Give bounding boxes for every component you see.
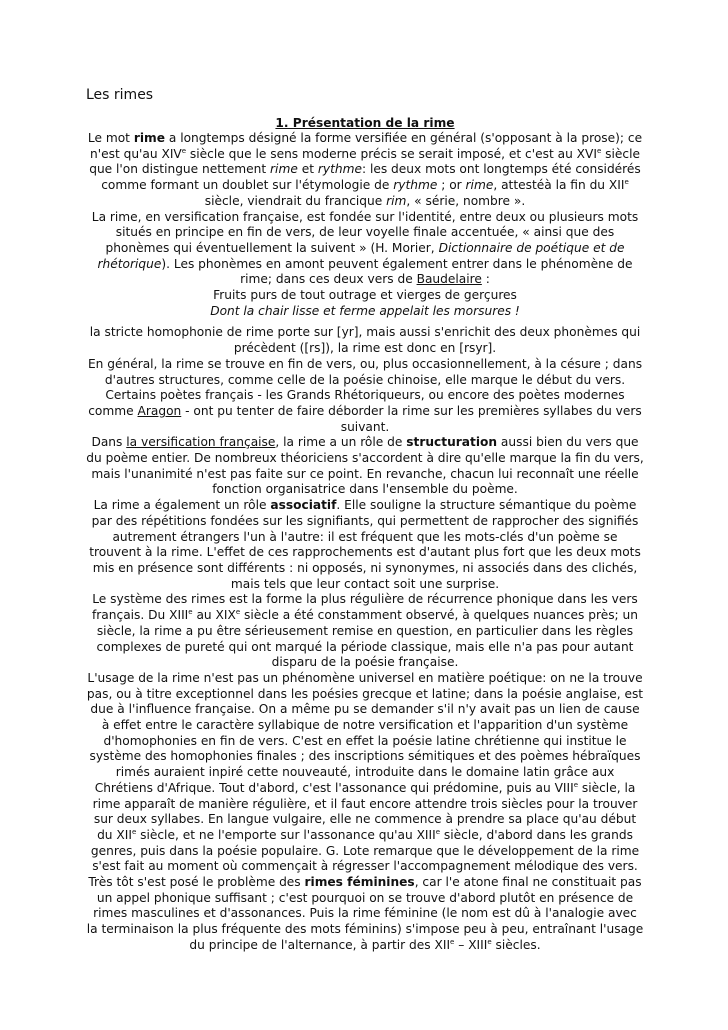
text-run: , attestéà la fin du XII: [493, 178, 625, 193]
text-run: . Elle souligne la structure sémantique du poème par des répétitions fondées sur les signifiants, qui permettent de rapprocher des signifiés autrement étrangers l'un à l'autre: il est fréquent que les mots-clés d'un poème se trouvent à la rime. L'effet de ces rapprochements est d'autant plus fort que les deux mots mis en présence sont différents : ni opposés, ni synonymes, ni associés dans des clichés, mais tels que leur contact soit une surprise.: [89, 498, 641, 591]
italic-term: rime: [270, 162, 298, 177]
text-run: siècle a été constamment observé, à quelques nuances près; un siècle, la rime a pu être sérieusement remise en question, en particulier dans les règles complexes de pureté qui ont marqué la période classique, mais elle n'a pas pour autant disparu de la poésie française.: [96, 608, 638, 670]
text-run: L'usage de la rime n'est pas un phénomène universel en matière poétique: on ne la trouve pas, ou à titre exceptionnel dans les poésies grecque et latine; dans la poésie anglaise, est due à l'influence française. On a même pu se demander s'il n'y avait pas un lien de cause à effet entre le caractère syllabique de notre versification et l'apparition d'un système d'homophonies en fin de vers. C'est en effet la poésie latine chrétienne qui institue le système des homophonies finales ; des inscriptions sémitiques et des poèmes hébraïques rimés auraient inpiré cette nouveauté, introduite dans le domaine latin grâce aux Chrétiens d'Afrique. Tout d'abord, c'est l'assonance qui prédomine, puis au VIII: [86, 670, 644, 795]
italic-term: rime: [465, 178, 494, 193]
text-run: siècle, d'abord dans les grands genres, puis dans la poésie populaire. G. Lote remarque que le développement de la rime s'est fait au moment où commençait à régresser l'accompagnement mélodique des vers.: [90, 827, 640, 874]
text-run: , la rime a un rôle de: [275, 435, 407, 450]
text-run: Dans: [91, 435, 127, 450]
text-run: et: [297, 162, 318, 177]
text-run: Le système des rimes est la forme la plus régulière de récurrence phonique dans les vers français. Du XIII: [92, 592, 638, 623]
superscript: e: [131, 827, 137, 836]
baudelaire-link[interactable]: Baudelaire: [416, 272, 482, 287]
text-run: : les deux mots ont longtemps été considérés comme formant un doublet sur l'étymologie de: [101, 162, 641, 193]
superscript: e: [435, 827, 441, 836]
document-title: Les rimes: [86, 87, 154, 103]
superscript: e: [450, 937, 455, 946]
superscript: e: [624, 178, 629, 187]
text-run: – XIII: [454, 937, 488, 952]
superscript: e: [596, 146, 602, 155]
text-run: siècles.: [491, 937, 541, 952]
text-run: siècle que l'on distingue nettement: [89, 146, 640, 177]
italic-term: Dictionnaire de poétique et de rhétorique: [97, 240, 625, 271]
superscript: e: [573, 780, 578, 789]
superscript: e: [487, 937, 492, 946]
versification-link[interactable]: la versification française: [126, 435, 276, 450]
text-run: a longtemps désigné la forme versifiée en général (s'opposant à la prose); ce n'est qu'au XIV: [90, 131, 643, 161]
bold-term: structuration: [406, 435, 498, 450]
paragraph-7: [86, 592, 644, 671]
text-run: au XIX: [192, 608, 236, 623]
text-run: siècle que le sens moderne précis se serait imposé, et c'est au XVI: [186, 146, 597, 161]
bold-term: rimes féminines: [304, 875, 415, 890]
bold-term: associatif: [270, 498, 337, 513]
italic-term: rim: [386, 193, 407, 208]
text-run: - ont pu tenter de faire déborder la rime sur les premières syllabes du vers suivant.: [181, 403, 642, 434]
text-run: En général, la rime se trouve en fin de vers, ou, plus occasionnellement, à la césure ; dans d'autres structures, comme celle de la poésie chinoise, elle marque le début du vers. Certains poètes français - les Grands Rhétoriqueurs, ou encore des poètes modernes comme: [87, 356, 643, 418]
verse-line-1: Fruits purs de tout outrage et vierges de gerçures: [213, 288, 517, 303]
italic-term: rythme: [317, 162, 362, 177]
superscript: e: [235, 608, 241, 617]
text-run: Le mot: [87, 131, 134, 145]
text-run: ; or: [437, 178, 466, 193]
text-run: Très tôt s'est posé le problème des: [88, 875, 305, 890]
text-run: siècle, la rime apparaît de manière régulière, et il faut encore attendre trois siècles pour la trouver sur deux syllabes. En langue vulgaire, elle ne commence à prendre sa place qu'au début du XII: [92, 780, 638, 842]
verse-line-2: Dont la chair lisse et ferme appelait les morsures !: [210, 303, 520, 318]
text-run: aussi bien du vers que du poème entier. De nombreux théoriciens s'accordent à dire qu'elle marque la fin du vers, mais l'unanimité n'est pas faite sur ce point. En revanche, chacun lui reconnaît une réelle fonction organisatrice dans l'ensemble du poème.: [86, 435, 644, 497]
paragraph-9: [86, 875, 644, 954]
paragraph-4: [86, 357, 644, 436]
paragraph-1: [86, 131, 644, 210]
text-run: , car l'e atone final ne constituait pas un appel phonique suffisant ; c'est pourquoi on se trouve d'abord plutôt en présence de rimes masculines et d'assonances. Puis la rime féminine (le nom est dû à l'analogie avec la terminaison la plus fréquente des mots féminins) s'impose peu à peu, entraînant l'usage du principe de l'alternance, à partir des XII: [86, 875, 644, 952]
bold-term: rime: [133, 131, 165, 145]
text-run: ). Les phonèmes en amont peuvent également entrer dans le phénomène de rime; dans ces deux vers de: [161, 256, 633, 287]
paragraph-3: la stricte homophonie de rime porte sur [yr], mais aussi s'enrichit des deux phonèmes qui précèdent ([rs]), la rime est donc en [rsyr].: [89, 325, 641, 356]
superscript: e: [181, 146, 187, 155]
text-run: siècle, viendrait du francique: [204, 193, 387, 208]
text-run: La rime, en versification française, est fondée sur l'identité, entre deux ou plusieurs mots situés en principe en fin de vers, de leur voyelle finale accentuée, « ainsi que des phonèmes qui éventuellement la suivent » (H. Morier,: [91, 209, 639, 255]
aragon-link[interactable]: Aragon: [137, 403, 182, 418]
text-run: , « série, nombre ».: [406, 193, 526, 208]
paragraph-2: [86, 210, 644, 289]
text-run: :: [481, 272, 490, 287]
italic-term: rythme: [393, 178, 438, 193]
text-run: siècle, et ne l'emporte sur l'assonance qu'au XIII: [136, 827, 436, 842]
superscript: e: [188, 608, 193, 617]
section-title: 1. Présentation de la rime: [275, 116, 455, 130]
paragraph-8: [86, 671, 644, 875]
text-run: La rime a également un rôle: [93, 498, 271, 513]
paragraph-5: [86, 435, 644, 498]
paragraph-6: [86, 498, 644, 592]
